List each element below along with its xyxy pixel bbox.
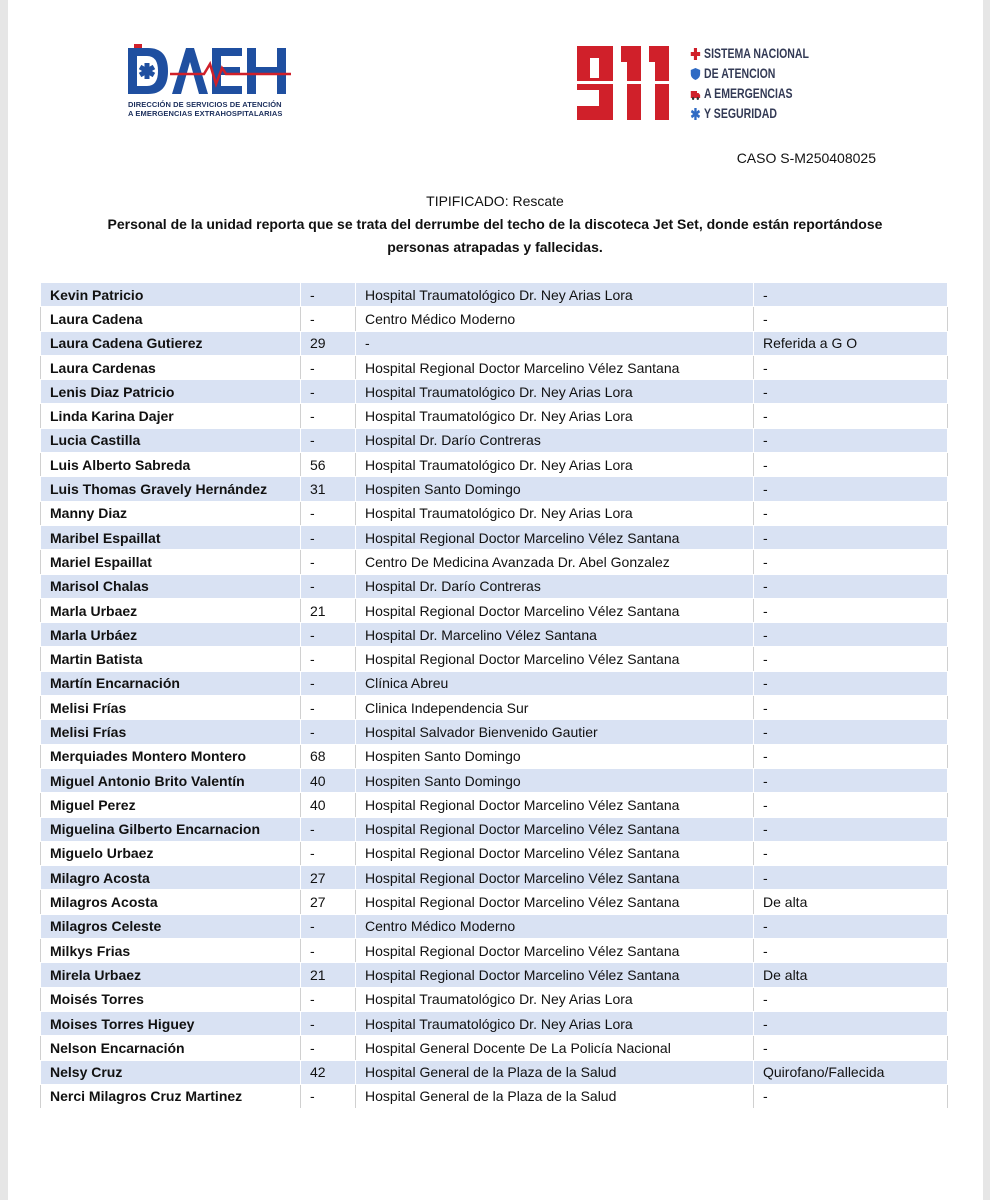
hospital-cell: Hospital Traumatológico Dr. Ney Arias Lora: [356, 1011, 754, 1035]
status-cell: -: [754, 307, 948, 331]
patient-name-cell: Nelsy Cruz: [41, 1060, 301, 1084]
status-cell: -: [754, 574, 948, 598]
table-row: [41, 817, 948, 841]
star-of-life-icon: [690, 107, 701, 121]
patient-age-cell: 21: [301, 598, 356, 622]
hospital-cell: Centro Médico Moderno: [356, 307, 754, 331]
hospital-cell: Hospital Dr. Darío Contreras: [356, 574, 754, 598]
table-row: [41, 355, 948, 379]
table-row: [41, 404, 948, 428]
patient-age-cell: -: [301, 939, 356, 963]
logo-911-line-text: A EMERGENCIAS: [704, 86, 793, 101]
patient-name-cell: Luis Thomas Gravely Hernández: [41, 477, 301, 501]
patient-age-cell: 42: [301, 1060, 356, 1084]
patient-name-cell: Milagro Acosta: [41, 866, 301, 890]
shield-icon: [690, 67, 701, 81]
status-cell: De alta: [754, 890, 948, 914]
status-cell: -: [754, 866, 948, 890]
patient-name-cell: Lenis Diaz Patricio: [41, 380, 301, 404]
table-row: [41, 1084, 948, 1108]
tipificado-label: TIPIFICADO: Rescate: [426, 193, 564, 209]
case-id: CASO S-M250408025: [736, 150, 876, 166]
status-cell: Referida a G O: [754, 331, 948, 355]
status-cell: -: [754, 501, 948, 525]
patient-name-cell: Laura Cadena: [41, 307, 301, 331]
table-row: [41, 890, 948, 914]
table-row: [41, 963, 948, 987]
patient-name-cell: Moisés Torres: [41, 987, 301, 1011]
status-cell: Quirofano/Fallecida: [754, 1060, 948, 1084]
patient-name-cell: Nerci Milagros Cruz Martinez: [41, 1084, 301, 1108]
hospital-cell: Hospital Regional Doctor Marcelino Vélez Santana: [356, 939, 754, 963]
table-row: [41, 380, 948, 404]
hospital-cell: -: [356, 331, 754, 355]
hospital-cell: Hospital Regional Doctor Marcelino Vélez Santana: [356, 963, 754, 987]
table-row: [41, 477, 948, 501]
patient-name-cell: Martin Batista: [41, 647, 301, 671]
patient-age-cell: -: [301, 355, 356, 379]
hospital-cell: Hospital Regional Doctor Marcelino Vélez Santana: [356, 525, 754, 549]
logo-911-line: [690, 84, 793, 104]
patient-age-cell: -: [301, 914, 356, 938]
status-cell: -: [754, 671, 948, 695]
hospital-cell: Hospital Regional Doctor Marcelino Vélez Santana: [356, 817, 754, 841]
patient-age-cell: 31: [301, 477, 356, 501]
patient-age-cell: 21: [301, 963, 356, 987]
logo-911-text: [690, 44, 809, 124]
patient-age-cell: 68: [301, 744, 356, 768]
daeh-subtitle-line-1: DIRECCIÓN DE SERVICIOS DE ATENCIÓN: [128, 100, 282, 109]
status-cell: -: [754, 380, 948, 404]
report-description: Personal de la unidad reporta que se trata del derrumbe del techo de la discoteca Jet Set, donde están reportándose personas atrapadas y fallecidas.: [107, 216, 883, 255]
hospital-cell: Hospiten Santo Domingo: [356, 477, 754, 501]
status-cell: -: [754, 283, 948, 307]
patient-age-cell: -: [301, 404, 356, 428]
status-cell: -: [754, 647, 948, 671]
table-row: [41, 307, 948, 331]
logo-911: [573, 40, 673, 126]
patient-name-cell: Melisi Frías: [41, 720, 301, 744]
table-row: [41, 1060, 948, 1084]
table-row: [41, 671, 948, 695]
status-cell: -: [754, 768, 948, 792]
hospital-cell: Hospital General Docente De La Policía Nacional: [356, 1036, 754, 1060]
table-row: [41, 453, 948, 477]
patient-age-cell: -: [301, 696, 356, 720]
table-row: [41, 744, 948, 768]
status-cell: -: [754, 1011, 948, 1035]
patient-age-cell: -: [301, 525, 356, 549]
table-row: [41, 623, 948, 647]
table-row: [41, 550, 948, 574]
patient-age-cell: 27: [301, 866, 356, 890]
status-cell: -: [754, 696, 948, 720]
status-cell: -: [754, 793, 948, 817]
status-cell: -: [754, 453, 948, 477]
table-row: [41, 574, 948, 598]
patient-age-cell: -: [301, 574, 356, 598]
table-row: [41, 841, 948, 865]
patient-name-cell: Milagros Celeste: [41, 914, 301, 938]
table-row: [41, 793, 948, 817]
patient-age-cell: 56: [301, 453, 356, 477]
patient-name-cell: Mariel Espaillat: [41, 550, 301, 574]
status-cell: -: [754, 428, 948, 452]
hospital-cell: Hospital Traumatológico Dr. Ney Arias Lora: [356, 404, 754, 428]
status-cell: -: [754, 525, 948, 549]
patient-name-cell: Marisol Chalas: [41, 574, 301, 598]
patient-name-cell: Nelson Encarnación: [41, 1036, 301, 1060]
patient-age-cell: -: [301, 428, 356, 452]
patient-age-cell: -: [301, 1011, 356, 1035]
patient-name-cell: Luis Alberto Sabreda: [41, 453, 301, 477]
patient-name-cell: Kevin Patricio: [41, 283, 301, 307]
patient-age-cell: -: [301, 671, 356, 695]
table-row: [41, 768, 948, 792]
patient-age-cell: 40: [301, 793, 356, 817]
status-cell: De alta: [754, 963, 948, 987]
patient-age-cell: -: [301, 283, 356, 307]
logo-911-line: [690, 44, 809, 64]
status-cell: -: [754, 914, 948, 938]
hospital-cell: Hospital Regional Doctor Marcelino Vélez Santana: [356, 647, 754, 671]
patient-name-cell: Miguelina Gilberto Encarnacion: [41, 817, 301, 841]
patient-age-cell: -: [301, 623, 356, 647]
table-row: [41, 987, 948, 1011]
hospital-cell: Hospital Regional Doctor Marcelino Vélez Santana: [356, 890, 754, 914]
table-row: [41, 866, 948, 890]
table-row: [41, 939, 948, 963]
patient-age-cell: -: [301, 987, 356, 1011]
hospital-cell: Clínica Abreu: [356, 671, 754, 695]
status-cell: -: [754, 598, 948, 622]
status-cell: -: [754, 939, 948, 963]
status-cell: -: [754, 841, 948, 865]
status-cell: -: [754, 817, 948, 841]
hospital-cell: Hospital Dr. Marcelino Vélez Santana: [356, 623, 754, 647]
patient-name-cell: Marla Urbáez: [41, 623, 301, 647]
patient-name-cell: Moises Torres Higuey: [41, 1011, 301, 1035]
table-row: [41, 428, 948, 452]
hospital-cell: Hospital Regional Doctor Marcelino Vélez Santana: [356, 866, 754, 890]
status-cell: -: [754, 355, 948, 379]
logo-911-line: [690, 104, 776, 124]
patient-name-cell: Manny Diaz: [41, 501, 301, 525]
patient-name-cell: Milagros Acosta: [41, 890, 301, 914]
table-row: [41, 914, 948, 938]
patient-age-cell: -: [301, 841, 356, 865]
patient-name-cell: Milkys Frias: [41, 939, 301, 963]
patient-name-cell: Laura Cardenas: [41, 355, 301, 379]
table-row: [41, 647, 948, 671]
status-cell: -: [754, 623, 948, 647]
patient-age-cell: 27: [301, 890, 356, 914]
hospital-cell: Hospital Traumatológico Dr. Ney Arias Lora: [356, 987, 754, 1011]
table-row: [41, 525, 948, 549]
patient-name-cell: Merquiades Montero Montero: [41, 744, 301, 768]
hospital-cell: Hospital Traumatológico Dr. Ney Arias Lora: [356, 501, 754, 525]
hospital-cell: Hospital Regional Doctor Marcelino Vélez Santana: [356, 793, 754, 817]
patient-age-cell: -: [301, 550, 356, 574]
patient-age-cell: -: [301, 1084, 356, 1108]
hospital-cell: Hospital Traumatológico Dr. Ney Arias Lora: [356, 380, 754, 404]
patient-name-cell: Miguel Perez: [41, 793, 301, 817]
hospital-cell: Hospital General de la Plaza de la Salud: [356, 1084, 754, 1108]
hospital-cell: Centro Médico Moderno: [356, 914, 754, 938]
status-cell: -: [754, 744, 948, 768]
patient-name-cell: Melisi Frías: [41, 696, 301, 720]
patient-age-cell: 29: [301, 331, 356, 355]
table-row: [41, 331, 948, 355]
patient-name-cell: Linda Karina Dajer: [41, 404, 301, 428]
table-row: [41, 283, 948, 307]
hospital-cell: Hospital Traumatológico Dr. Ney Arias Lora: [356, 453, 754, 477]
status-cell: -: [754, 404, 948, 428]
patient-age-cell: -: [301, 720, 356, 744]
patient-age-cell: -: [301, 647, 356, 671]
hospital-cell: Hospiten Santo Domingo: [356, 744, 754, 768]
status-cell: -: [754, 550, 948, 574]
status-cell: -: [754, 1084, 948, 1108]
victims-table: [40, 282, 948, 1109]
table-row: [41, 1036, 948, 1060]
table-row: [41, 720, 948, 744]
patient-age-cell: -: [301, 380, 356, 404]
hospital-cell: Hospital Regional Doctor Marcelino Vélez Santana: [356, 598, 754, 622]
patient-name-cell: Laura Cadena Gutierez: [41, 331, 301, 355]
patient-name-cell: Miguelo Urbaez: [41, 841, 301, 865]
hospital-cell: Hospital Regional Doctor Marcelino Vélez Santana: [356, 355, 754, 379]
logo-911-line-text: Y SEGURIDAD: [704, 106, 777, 121]
status-cell: -: [754, 720, 948, 744]
patient-name-cell: Lucia Castilla: [41, 428, 301, 452]
patient-name-cell: Miguel Antonio Brito Valentín: [41, 768, 301, 792]
patient-name-cell: Mirela Urbaez: [41, 963, 301, 987]
patient-age-cell: -: [301, 307, 356, 331]
patient-name-cell: Maribel Espaillat: [41, 525, 301, 549]
ambulance-icon: [690, 87, 701, 101]
daeh-subtitle-line-2: A EMERGENCIAS EXTRAHOSPITALARIAS: [128, 109, 283, 118]
patient-name-cell: Marla Urbaez: [41, 598, 301, 622]
hospital-cell: Clinica Independencia Sur: [356, 696, 754, 720]
hospital-cell: Hospital Dr. Darío Contreras: [356, 428, 754, 452]
status-cell: -: [754, 477, 948, 501]
plus-icon: [690, 47, 701, 61]
patient-age-cell: -: [301, 501, 356, 525]
table-row: [41, 598, 948, 622]
daeh-subtitle: [128, 100, 318, 118]
table-row: [41, 696, 948, 720]
status-cell: -: [754, 987, 948, 1011]
table-row: [41, 501, 948, 525]
logo-911-line: [690, 64, 776, 84]
logo-911-line-text: SISTEMA NACIONAL: [704, 46, 809, 61]
hospital-cell: Hospiten Santo Domingo: [356, 768, 754, 792]
hospital-cell: Hospital General de la Plaza de la Salud: [356, 1060, 754, 1084]
status-cell: -: [754, 1036, 948, 1060]
table-row: [41, 1011, 948, 1035]
victims-table-body: [41, 283, 948, 1109]
hospital-cell: Hospital Salvador Bienvenido Gautier: [356, 720, 754, 744]
patient-age-cell: -: [301, 1036, 356, 1060]
patient-name-cell: Martín Encarnación: [41, 671, 301, 695]
patient-age-cell: -: [301, 817, 356, 841]
hospital-cell: Hospital Regional Doctor Marcelino Vélez Santana: [356, 841, 754, 865]
hospital-cell: Centro De Medicina Avanzada Dr. Abel Gonzalez: [356, 550, 754, 574]
patient-age-cell: 40: [301, 768, 356, 792]
logo-911-line-text: DE ATENCION: [704, 66, 776, 81]
hospital-cell: Hospital Traumatológico Dr. Ney Arias Lora: [356, 283, 754, 307]
